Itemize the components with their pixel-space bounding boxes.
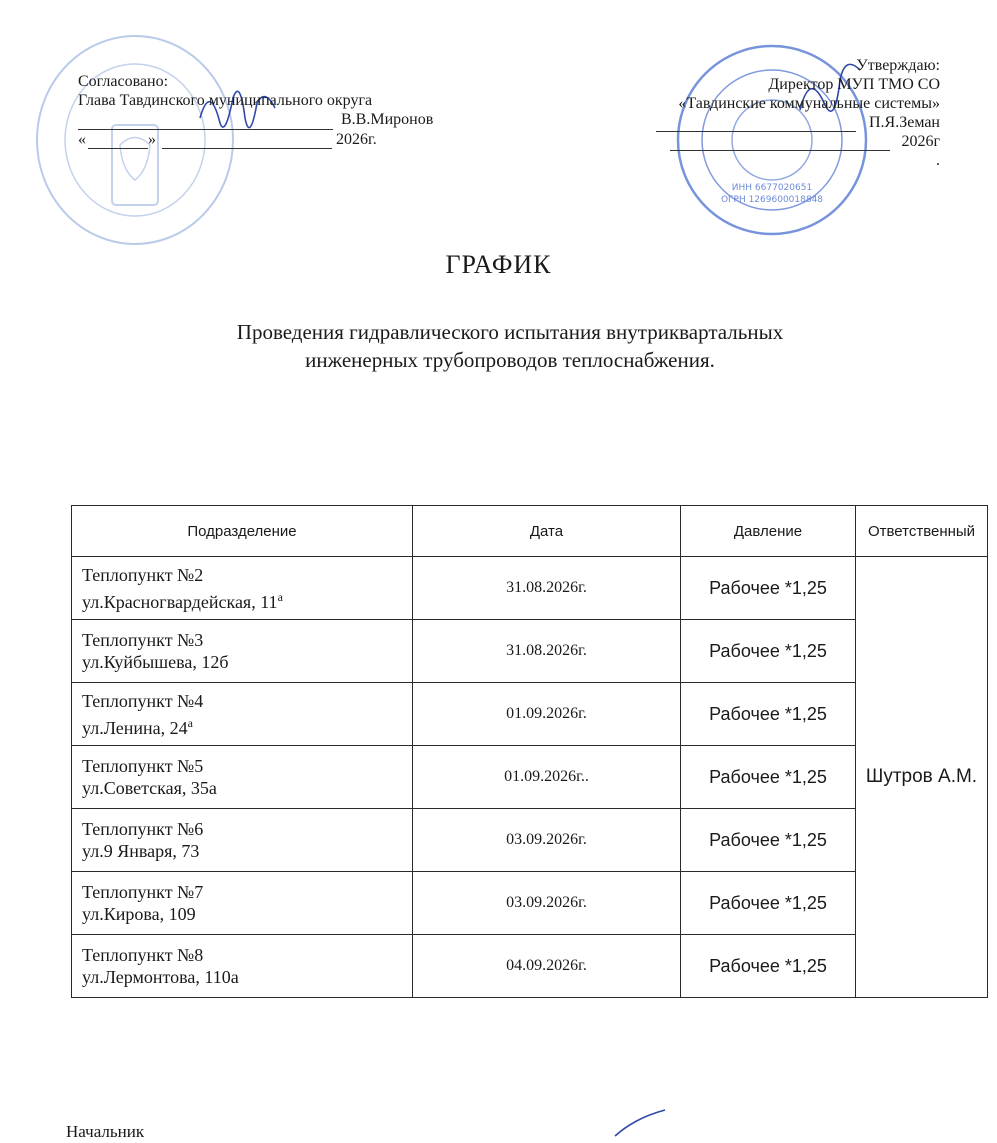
table-row — [72, 746, 988, 809]
unit-name: Теплопункт №8 — [82, 945, 204, 965]
unit-address-text: ул.Советская, 35а — [82, 778, 217, 798]
pressure-cell: Рабочее *1,25 — [681, 683, 856, 746]
unit-address-text: ул.9 Января, 73 — [82, 841, 200, 861]
date-blank — [670, 150, 890, 151]
date-cell: 04.09.2026г. — [413, 935, 681, 998]
unit-address-text: ул.Куйбышева, 12б — [82, 652, 229, 672]
unit-cell — [72, 620, 413, 683]
document-subtitle — [100, 318, 920, 374]
unit-cell — [72, 935, 413, 998]
unit-address-text: ул.Кирова, 109 — [82, 904, 196, 924]
pressure-cell: Рабочее *1,25 — [681, 809, 856, 872]
unit-address — [82, 586, 412, 613]
unit-cell — [72, 746, 413, 809]
unit-address-superscript: а — [187, 715, 193, 730]
approval-left-year: 2026г. — [336, 131, 377, 148]
date-cell: 31.08.2026г. — [413, 557, 681, 620]
footer-signature — [610, 1108, 670, 1143]
approval-right-signature-line — [540, 113, 940, 132]
unit-name: Теплопункт №2 — [82, 564, 204, 585]
unit-cell — [72, 809, 413, 872]
approval-left-name: В.В.Миронов — [341, 111, 434, 128]
table-row — [72, 557, 988, 620]
unit-address-text: ул.Красногвардейская, 11 — [82, 591, 278, 612]
table-row — [72, 872, 988, 935]
approval-right-name: П.Я.Земан — [868, 114, 940, 131]
unit-address — [82, 966, 412, 988]
approval-left-position: Глава Тавдинского муниципального округа — [78, 92, 373, 109]
document-title: ГРАФИК — [445, 250, 552, 279]
unit-name: Теплопункт №3 — [82, 630, 204, 650]
approval-right-date-line — [540, 132, 940, 151]
pressure-cell: Рабочее *1,25 — [681, 935, 856, 998]
pressure-cell: Рабочее *1,25 — [681, 557, 856, 620]
unit-address — [82, 777, 412, 799]
header-responsible: Ответственный — [856, 506, 988, 557]
header-date: Дата — [413, 506, 681, 557]
unit-cell — [72, 872, 413, 935]
stamp-ogrn: ОГРН 1269600018848 — [720, 195, 824, 205]
table-header-row — [72, 506, 988, 557]
day-blank — [88, 148, 148, 149]
date-cell: 03.09.2026г. — [413, 809, 681, 872]
approval-left-date-line — [78, 130, 377, 149]
approval-left-signature-line — [78, 110, 434, 130]
pressure-cell: Рабочее *1,25 — [681, 620, 856, 683]
header-unit: Подразделение — [72, 506, 413, 557]
responsible-cell: Шутров А.М. — [856, 557, 988, 998]
unit-name: Теплопункт №5 — [82, 756, 204, 776]
schedule-table — [71, 505, 988, 998]
quote-open: « — [78, 131, 86, 148]
approval-right-block — [540, 56, 940, 170]
unit-address — [82, 712, 412, 739]
approval-right-heading: Утверждаю: — [856, 57, 940, 74]
footer-text: Начальник — [66, 1122, 145, 1141]
pressure-cell: Рабочее *1,25 — [681, 746, 856, 809]
approval-right-dot: . — [936, 152, 940, 169]
subtitle-line-2: инженерных трубопроводов теплоснабжения. — [305, 348, 715, 372]
approval-right-organization: «Тавдинские коммунальные системы» — [678, 95, 940, 112]
unit-name: Теплопункт №7 — [82, 882, 204, 902]
table-row — [72, 809, 988, 872]
unit-cell — [72, 683, 413, 746]
subtitle-line-1: Проведения гидравлического испытания внутриквартальных — [236, 320, 784, 344]
approval-left-block — [78, 72, 498, 149]
table-row — [72, 683, 988, 746]
date-cell: 03.09.2026г. — [413, 872, 681, 935]
date-cell: 31.08.2026г. — [413, 620, 681, 683]
approval-left-heading: Согласовано: — [78, 73, 169, 90]
approval-right-year: 2026г — [901, 133, 940, 150]
unit-address-text: ул.Ленина, 24 — [82, 717, 188, 738]
table-row — [72, 935, 988, 998]
stamp-inn: ИНН 6677020651 — [731, 183, 813, 193]
unit-address-superscript: а — [277, 589, 283, 604]
table-body — [72, 557, 988, 998]
unit-cell — [72, 557, 413, 620]
unit-address — [82, 840, 412, 862]
date-cell: 01.09.2026г.. — [413, 746, 681, 809]
quote-close: » — [148, 131, 156, 148]
unit-address — [82, 903, 412, 925]
unit-address — [82, 651, 412, 673]
header-pressure: Давление — [681, 506, 856, 557]
unit-address-text: ул.Лермонтова, 110а — [82, 967, 239, 987]
date-cell: 01.09.2026г. — [413, 683, 681, 746]
approval-right-position: Директор МУП ТМО СО — [768, 76, 940, 93]
month-blank — [162, 148, 332, 149]
table-row — [72, 620, 988, 683]
pressure-cell: Рабочее *1,25 — [681, 872, 856, 935]
unit-name: Теплопункт №6 — [82, 819, 204, 839]
unit-name: Теплопункт №4 — [82, 690, 204, 711]
